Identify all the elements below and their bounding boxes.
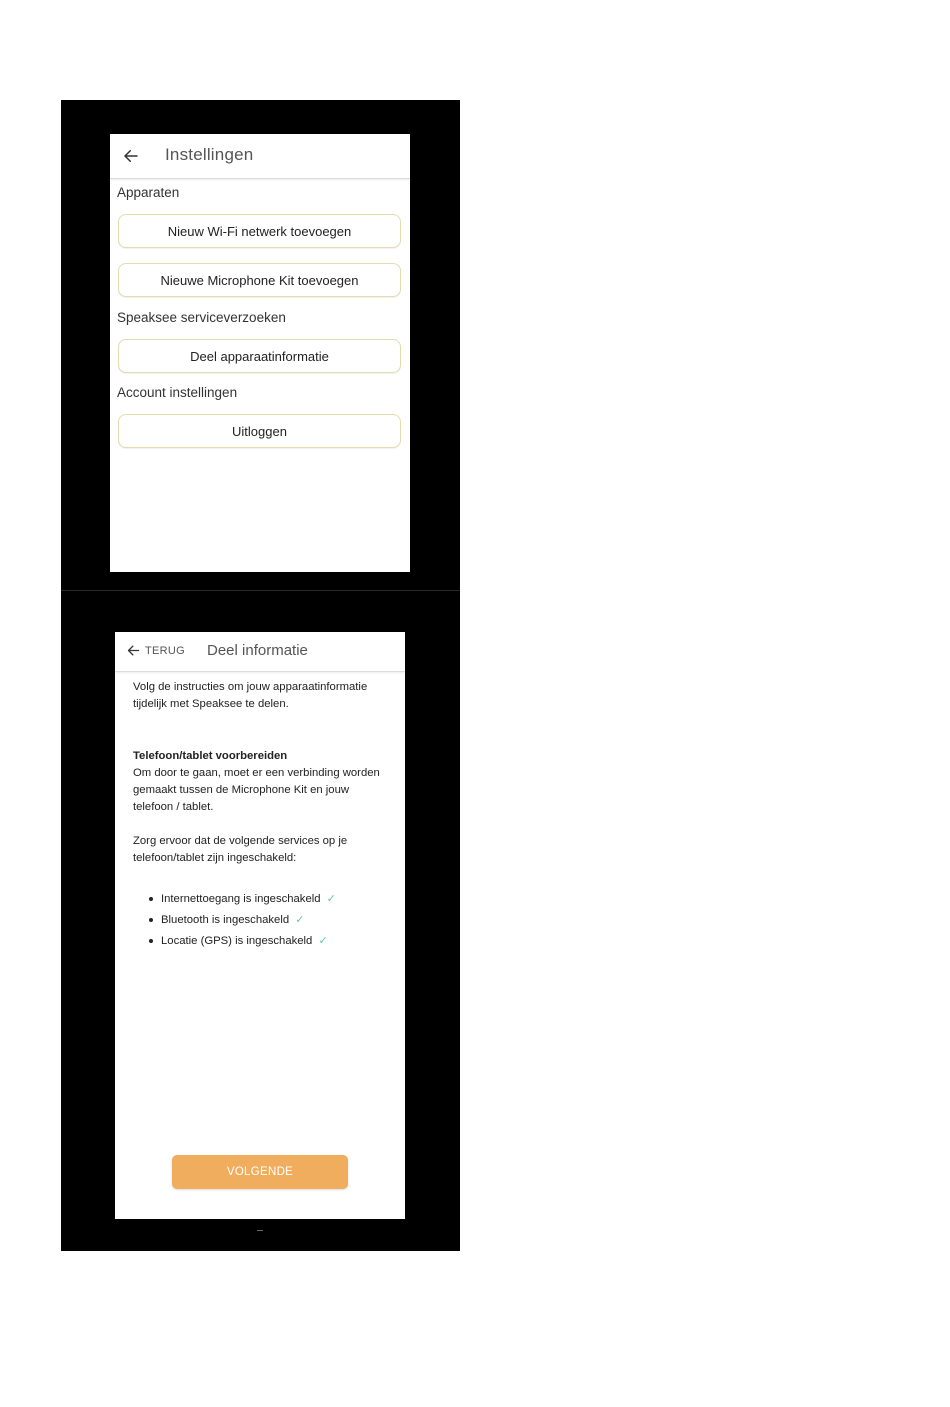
- add-wifi-button[interactable]: Nieuw Wi-Fi netwerk toevoegen: [118, 214, 401, 248]
- prep-title: Telefoon/tablet voorbereiden: [133, 750, 288, 762]
- check-item-label: Bluetooth is ingeschakeld: [161, 914, 290, 926]
- section-label-devices: Apparaten: [117, 185, 180, 200]
- add-microphone-kit-button[interactable]: Nieuwe Microphone Kit toevoegen: [118, 263, 401, 297]
- back-label: TERUG: [145, 644, 185, 657]
- list-item: [149, 889, 336, 910]
- bullet: [149, 897, 153, 901]
- check-icon: ✓: [295, 914, 305, 926]
- list-item: [149, 910, 336, 931]
- check-icon: ✓: [318, 935, 328, 947]
- settings-screen: [110, 134, 410, 572]
- check-item-label: Locatie (GPS) is ingeschakeld: [161, 935, 313, 947]
- intro-text: Volg de instructies om jouw apparaatinformatie tijdelijk met Speaksee te delen.: [133, 681, 368, 710]
- logout-button[interactable]: Uitloggen: [118, 414, 401, 448]
- page-title: Instellingen: [165, 145, 254, 164]
- services-checklist: [149, 889, 336, 952]
- check-item-label: Internettoegang is ingeschakeld: [161, 893, 321, 905]
- next-button[interactable]: VOLGENDE: [172, 1155, 348, 1189]
- check-icon: ✓: [326, 893, 336, 905]
- share-info-screen: [115, 632, 405, 1219]
- page-title: Deel informatie: [207, 642, 308, 659]
- home-indicator: [257, 1230, 263, 1231]
- bullet: [149, 918, 153, 922]
- bullet: [149, 939, 153, 943]
- settings-app-bar: [110, 134, 410, 179]
- services-text: Zorg ervoor dat de volgende services op je telefoon/tablet zijn ingeschakeld:: [133, 835, 348, 864]
- share-device-info-button[interactable]: Deel apparaatinformatie: [118, 339, 401, 373]
- prep-text: Om door te gaan, moet er een verbinding worden gemaakt tussen de Microphone Kit en jouw telefoon / tablet.: [133, 767, 380, 813]
- section-label-account: Account instellingen: [117, 385, 238, 400]
- arrow-left-icon: [126, 643, 141, 658]
- back-button[interactable]: [126, 643, 185, 658]
- list-item: [149, 931, 336, 952]
- arrow-left-icon[interactable]: [122, 147, 140, 165]
- share-app-bar: [115, 632, 405, 672]
- section-label-service-requests: Speaksee serviceverzoeken: [117, 310, 286, 325]
